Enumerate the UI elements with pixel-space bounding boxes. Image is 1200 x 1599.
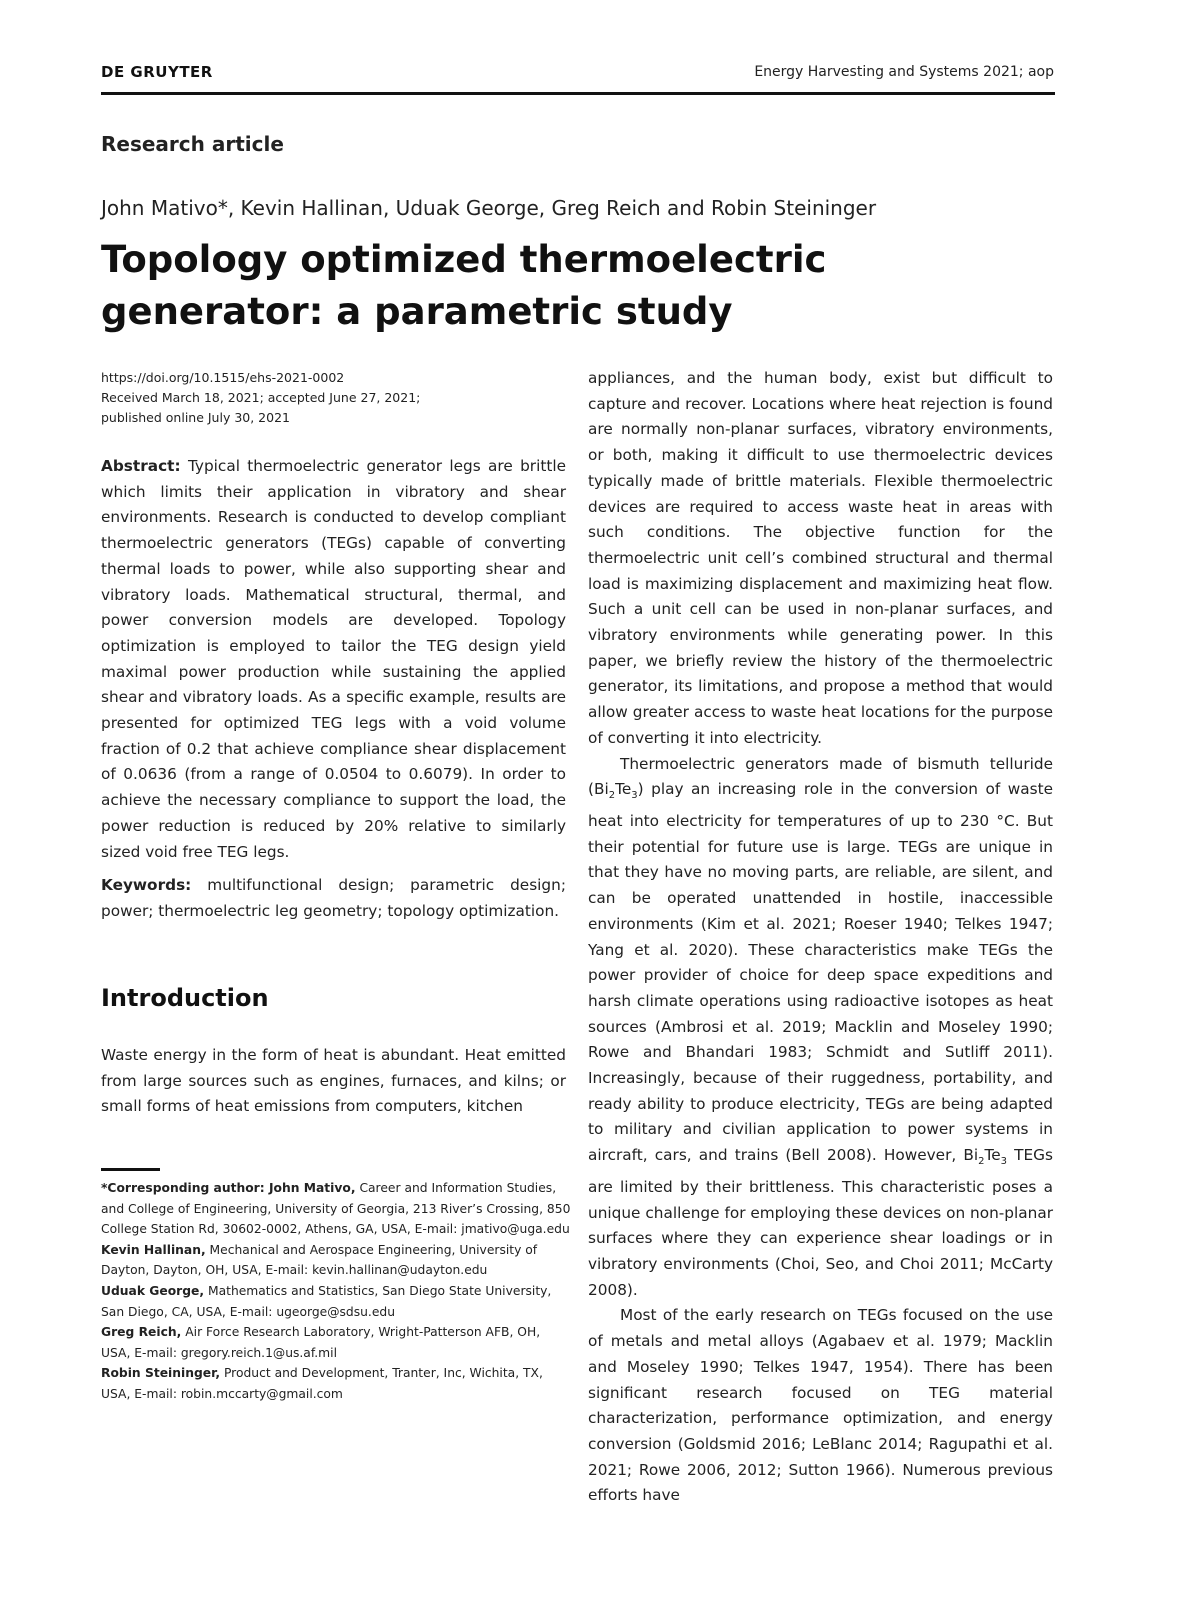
footnote-rule bbox=[101, 1168, 160, 1171]
abstract-label: Abstract: bbox=[101, 457, 181, 475]
intro-left-text bbox=[101, 1043, 566, 1120]
footnote-item: Kevin Hallinan, Mechanical and Aerospace Engineering, University of Dayton, Dayton, OH, USA, E-mail: kevin.hallinan@udayton.edu bbox=[101, 1242, 538, 1278]
intro-paragraph-1-start: Waste energy in the form of heat is abundant. Heat emitted from large sources such as engines, furnaces, and kilns; or small forms of heat emissions from computers, kitchen bbox=[101, 1046, 566, 1116]
article-type: Research article bbox=[101, 132, 284, 156]
received-date: Received March 18, 2021; accepted June 27, 2021; bbox=[101, 390, 421, 405]
left-column bbox=[101, 454, 566, 925]
right-column bbox=[588, 366, 1053, 1509]
author-list: John Mativo*, Kevin Hallinan, Uduak George, Greg Reich and Robin Steininger bbox=[101, 196, 877, 220]
abstract bbox=[101, 454, 566, 865]
keywords-label: Keywords: bbox=[101, 876, 192, 895]
intro-paragraph-2: Thermoelectric generators made of bismuth telluride $(Bi_2Te_3)$ play an increasing role in the conversion of waste heat into electricity for temperatures of up to 230 °C. But their potential for future use is large. TEGs are unique in that they have no moving parts, are reliable, are silent, and can be operated unattended in hostile, inaccessible environments (Kim et al. 2021; Roeser 1940; Telkes 1947; Yang et al. 2020). These characteristics make TEGs the power provider of choice for deep space expeditions and harsh climate operations using radioactive isotopes as heat sources (Ambrosi et al. 2019; Macklin and Moseley 1990; Rowe and Bhandari 1983; Schmidt and Sutliff 2011). Increasingly, because of their ruggedness, portability, and ready ability to produce electricity, TEGs are being adapted to military and civilian application to power systems in aircraft, cars, and trains (Bell 2008). However, $Bi_2Te_3$ TEGs are limited by their brittleness. This characteristic poses a unique challenge for employing these devices on non-planar surfaces where they can experience shear loadings or in vibratory environments (Choi, Seo, and Choi 2011; McCarty 2008). bbox=[588, 754, 1053, 1299]
footnote-item: Greg Reich, Air Force Research Laboratory, Wright-Patterson AFB, OH, USA, E-mail: gregory.reich.1@us.af.mil bbox=[101, 1325, 541, 1360]
header-rule bbox=[101, 92, 1055, 95]
footnote-item: *Corresponding author: John Mativo, Career and Information Studies, and College of Engineering, University of Georgia, 213 River’s Crossing, 850 College Station Rd, 30602-0002, Athens, GA, USA, E-mail: jmativo@uga.edu bbox=[101, 1181, 571, 1237]
article-title: Topology optimized thermoelectric generator: a parametric study bbox=[101, 238, 827, 333]
footnote-item: Robin Steininger, Product and Development, Tranter, Inc, Wichita, TX, USA, E-mail: robin.mccarty@gmail.com bbox=[101, 1366, 543, 1401]
published-date: published online July 30, 2021 bbox=[101, 410, 290, 425]
footnote-item: Uduak George, Mathematics and Statistics, San Diego State University, San Diego, CA, USA, E-mail: ugeorge@sdsu.edu bbox=[101, 1283, 552, 1319]
doi-link[interactable]: https://doi.org/10.1515/ehs-2021-0002 bbox=[101, 370, 345, 385]
author-footnotes bbox=[101, 1178, 571, 1405]
article-metadata bbox=[101, 368, 571, 428]
abstract-text: Typical thermoelectric generator legs are brittle which limits their application in vibratory and shear environments. Research is conducted to develop compliant thermoelectric generators (TEGs) capable of converting thermal loads to power, while also supporting shear and vibratory loads. Mathematical structural, thermal, and power conversion models are developed. Topology optimization is employed to tailor the TEG design yield maximal power production while sustaining the applied shear and vibratory loads. As a specific example, results are presented for optimized TEG legs with a void volume fraction of 0.2 that achieve compliance shear displacement of 0.0636 (from a range of 0.0504 to 0.6079). In order to achieve the necessary compliance to support the load, the power reduction is reduced by 20% relative to similarly sized void free TEG legs. bbox=[101, 457, 566, 861]
intro-paragraph-1-end: appliances, and the human body, exist but difficult to capture and recover. Locations where heat rejection is found are normally non-planar surfaces, vibratory environments, or both, making it difficult to use thermoelectric devices typically made of brittle materials. Flexible thermoelectric devices are required to access waste heat in areas with such conditions. The objective function for the thermoelectric unit cell’s combined structural and thermal load is maximizing displacement and maximizing heat flow. Such a unit cell can be used in non-planar surfaces, and vibratory environments while generating power. In this paper, we briefly review the history of the thermoelectric generator, its limitations, and propose a method that would allow greater access to waste heat locations for the purpose of converting it into electricity. bbox=[588, 369, 1053, 747]
keywords bbox=[101, 873, 566, 924]
journal-citation: Energy Harvesting and Systems 2021; aop bbox=[754, 64, 1054, 80]
section-heading-introduction: Introduction bbox=[101, 984, 269, 1012]
publisher-logo: DE GRUYTER bbox=[101, 63, 213, 81]
intro-paragraph-3: Most of the early research on TEGs focused on the use of metals and metal alloys (Agabaev et al. 1979; Macklin and Moseley 1990; Telkes 1947, 1954). There has been significant research focused on TEG material characterization, performance optimization, and energy conversion (Goldsmid 2016; LeBlanc 2014; Ragupathi et al. 2021; Rowe 2006, 2012; Sutton 1966). Numerous previous efforts have bbox=[588, 1306, 1053, 1505]
keywords-text: multifunctional design; parametric design; power; thermoelectric leg geometry; topology optimization. bbox=[101, 876, 566, 920]
